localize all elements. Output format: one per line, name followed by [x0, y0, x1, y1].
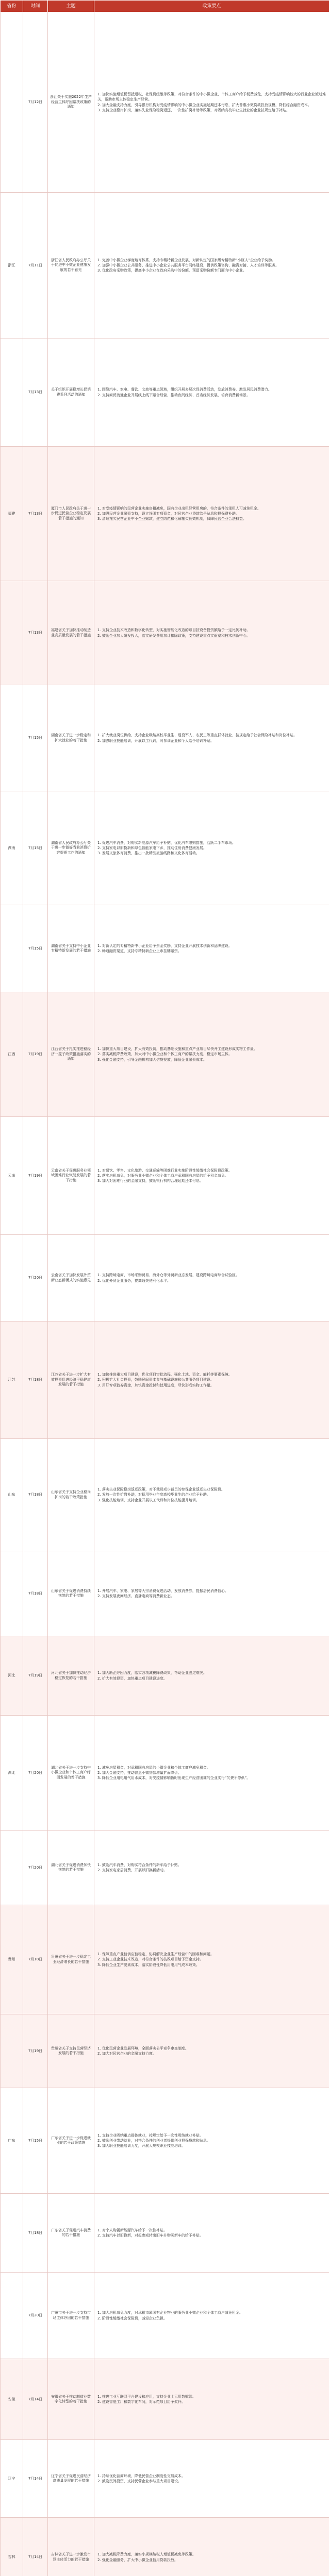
table-row [1, 2518, 329, 2576]
policy-point: 2. 支持工业企业技术改造，对符合条件的技改项目给予资金支持。 [97, 1957, 203, 1962]
row-time: 7月12日 [23, 12, 48, 193]
row-region [1, 1831, 23, 1905]
policy-point: 2. 加强中小微企业公共服务，推进中小企业公共服务平台网络建设，提供政策咨询、融资对接、人才培训等服务。 [97, 263, 279, 267]
policy-point: 2. 支持家电以旧换新和绿色智能家电下乡，推动住房消费健康发展。 [97, 845, 207, 850]
policy-point: 2. 鼓励创业带动就业，对符合条件的创业者提供创业担保贷款和贴息。 [97, 2138, 210, 2143]
table-row [1, 2194, 329, 2273]
policy-point: 3. 强化金融支持，引导金融机构加大信贷投放，降低企业融资成本。 [97, 1057, 207, 1062]
row-time: 7月18日 [23, 2194, 48, 2273]
row-title: 关于组织开展稳增长促消费系列活动的通知 [48, 338, 94, 447]
row-region [1, 1551, 23, 1636]
row-policy-points [94, 2194, 329, 2273]
row-region [1, 2014, 23, 2088]
policy-point: 1. 加快实施增值税留抵退税、社保费缓缴等政策，对符合条件的中小微企业、个体工商户给予税费减免，支持受疫情影响较大的行业企业渡过难关，帮助市场主体稳定生产经营。 [97, 92, 326, 102]
policy-point: 1. 加大减税降费力度，落实小规模纳税人增值税减免等政策。 [97, 2552, 196, 2557]
policy-point: 2. 加强民营企业融资支持，设立纾困专项资金，对民营企业贷款给予贴息和担保费补助。 [97, 511, 239, 516]
row-region: 安徽 [1, 2359, 23, 2440]
row-region [1, 12, 23, 193]
policy-point: 3. 加大对困难行业的金融支持，鼓励银行机构合理延期还本付息。 [97, 1179, 203, 1183]
table-row [1, 193, 329, 338]
policy-point: 1. 支持跨境电商、市场采购贸易、海外仓等外贸新业态发展，建设跨境电商综合试验区。 [97, 1273, 239, 1278]
row-policy-points [94, 1439, 329, 1551]
row-region: 浙江 [1, 193, 23, 338]
row-policy-points [94, 2440, 329, 2518]
row-region [1, 685, 23, 791]
row-title: 贵州省关于支持民营经济发展的若干措施 [48, 2014, 94, 2088]
row-title: 云南省关于促进服务业领域困难行业恢复发展的若干措施 [48, 1117, 94, 1235]
row-title: 广东省关于促进汽车消费的若干措施 [48, 2194, 94, 2273]
policy-point: 1. 围绕汽车、家电、餐饮、文旅等重点领域，组织开展多层次促消费活动，发放消费券，激发居民消费潜力。 [97, 387, 272, 392]
row-policy-points [94, 1321, 329, 1439]
table-row [1, 1551, 329, 1636]
table-row [1, 791, 329, 905]
policy-point: 1. 完善中小微企业梯度培育体系，支持专精特新企业发展，对新认定的国家级专精特新“小巨人”企业给予奖励。 [97, 258, 276, 262]
row-time: 7月19日 [23, 2014, 48, 2088]
row-title: 辽宁省关于促进民营经济高质量发展的若干措施 [48, 2440, 94, 2518]
policy-point: 3. 加大职业技能培训力度，开展大规模职业技能培训。 [97, 2144, 185, 2148]
row-policy-points [94, 905, 329, 992]
row-region [1, 2194, 23, 2273]
policy-point: 2. 扩大有效投资，加快重点项目建设进度。 [97, 1676, 167, 1681]
policy-point: 2. 积极扩大社会投资，鼓励民间资本参与基础设施和公共服务项目建设。 [97, 1378, 214, 1382]
row-title: 江苏省关于进一步扩大有效投资促进经济平稳健康发展的若干措施 [48, 1321, 94, 1439]
header-region: 省份 [1, 1, 23, 12]
table-header-row [1, 1, 329, 12]
policy-point: 1. 保障重点产业链供应链稳定，协调解决企业生产经营中的困难和问题。 [97, 1952, 214, 1957]
policy-point: 1. 支持企业吸纳重点群体就业，按规定给予一次性吸纳就业补贴。 [97, 2133, 203, 2138]
row-region [1, 581, 23, 685]
row-policy-points [94, 2014, 329, 2088]
policy-point: 2. 支持家电家居消费，开展以旧换新活动。 [97, 1868, 167, 1872]
row-time: 7月13日 [23, 447, 48, 581]
header-title: 主题 [48, 1, 94, 12]
table-row [1, 2440, 329, 2518]
policy-point: 1. 鼓励汽车消费，对购买符合条件的新车给予补贴。 [97, 1862, 182, 1867]
row-time: 7月14日 [23, 2440, 48, 2518]
row-title: 山东省关于支持企业稳岗扩岗的若干政策措施 [48, 1439, 94, 1551]
row-title: 河北省关于加快推动经济稳定恢复的若干措施 [48, 1636, 94, 1716]
policy-point: 1. 对餐饮、零售、文化旅游、交通运输等困难行业实施阶段性缓缴社会保险费政策。 [97, 1168, 232, 1173]
row-time: 7月18日 [23, 1905, 48, 2014]
policy-point: 2. 鼓励民间投资，支持民营企业参与重大项目建设。 [97, 2479, 182, 2483]
row-time: 7月15日 [23, 2088, 48, 2194]
policy-point: 1. 加快重大项目建设，扩大有效投资，推动基础设施和重点产业项目尽快开工建设形成实物工作量。 [97, 1047, 257, 1052]
row-policy-points [94, 193, 329, 338]
row-policy-points [94, 1117, 329, 1235]
row-region [1, 2273, 23, 2359]
row-region: 湖南 [1, 791, 23, 905]
policy-point: 3. 支持企业稳岗扩岗，落实失业保险稳岗返还、一次性扩岗补助等政策，对吸纳高校毕业生就业的企业按规定给予补贴。 [97, 108, 290, 112]
row-time: 7月14日 [23, 2359, 48, 2440]
policy-point: 2. 优化外贸企业服务，提高通关便利化水平。 [97, 1278, 171, 1283]
policy-point: 3. 强化技能培训，支持企业开展以工代训和岗位技能提升培训。 [97, 1498, 200, 1502]
row-title: 湖南省关于进一步稳定和扩大就业的若干措施 [48, 685, 94, 791]
row-region [1, 338, 23, 447]
row-region: 辽宁 [1, 2440, 23, 2518]
table-row [1, 685, 329, 791]
policy-point: 2. 畅通融资渠道，支持专精特新企业上市挂牌融资。 [97, 949, 182, 953]
row-region: 山东 [1, 1439, 23, 1551]
row-title: 山东省关于促进消费持续恢复的若干措施 [48, 1551, 94, 1636]
row-time: 7月13日 [23, 338, 48, 447]
policy-point: 1. 加大房租减免力度，对承租市属国有企业物业的服务业小微企业和个体工商户减免租金。 [97, 2311, 243, 2315]
row-time: 7月18日 [23, 1439, 48, 1551]
row-policy-points [94, 2088, 329, 2194]
policy-point: 1. 优化民营企业发展环境，全面落实公平竞争审查制度。 [97, 2046, 189, 2050]
policy-point: 1. 支持企业技术改造和数字化转型，对实施智能化改造的项目按设备投资额给予一定比例补助。 [97, 628, 250, 633]
table-row [1, 1636, 329, 1716]
row-time: 7月19日 [23, 1636, 48, 1716]
row-time: 7月11日 [23, 193, 48, 338]
policy-point: 3. 降低企业用电用气用水成本，对受疫情影响暂时出现生产经营困难的企业实行“欠费不停供”。 [97, 1776, 251, 1781]
row-title: 云南省关于加快发展外贸新业态新模式的实施意见 [48, 1235, 94, 1321]
table-row [1, 1321, 329, 1439]
row-policy-points [94, 1235, 329, 1321]
table-row [1, 992, 329, 1117]
row-title: 厦门市人民政府关于进一步促进民营企业稳定发展若干措施的通知 [48, 447, 94, 581]
header-time: 时间 [23, 1, 48, 12]
table-row [1, 338, 329, 447]
policy-point: 3. 用好专项债券资金，加快资金拨付和使用进度，尽快形成实物工作量。 [97, 1383, 214, 1387]
row-policy-points [94, 1905, 329, 2014]
policy-table-body [1, 12, 329, 2576]
row-region: 云南 [1, 1117, 23, 1235]
row-policy-points [94, 992, 329, 1117]
row-title: 安徽省关于推动制造业数字化转型的若干措施 [48, 2359, 94, 2440]
policy-point: 1. 加快推进重大项目建设，优化项目审批流程，强化土地、资金、能耗等要素保障。 [97, 1372, 232, 1377]
table-row [1, 2014, 329, 2088]
policy-point: 1. 对新认定的专精特新中小企业给予资金奖励，支持企业开展技术创新和品牌建设。 [97, 943, 232, 948]
row-policy-points [94, 581, 329, 685]
row-title: 湖南省关于支持中小企业专精特新发展的若干措施 [48, 905, 94, 992]
table-row [1, 2273, 329, 2359]
row-region [1, 1235, 23, 1321]
row-time: 7月15日 [23, 905, 48, 992]
row-region: 广东 [1, 2088, 23, 2194]
table-row [1, 1117, 329, 1235]
row-title: 福建省关于加快推动制造业高质量发展的若干措施 [48, 581, 94, 685]
row-policy-points [94, 2518, 329, 2576]
row-time: 7月20日 [23, 2273, 48, 2359]
row-policy-points [94, 2273, 329, 2359]
row-title: 湖南省人民政府办公厅关于进一步做好当前消费扩容提质工作的通知 [48, 791, 94, 905]
row-time: 7月18日 [23, 1321, 48, 1439]
row-time: 7月20日 [23, 1235, 48, 1321]
policy-point: 2. 支持发展夜间经济、直播电商等消费新业态。 [97, 1594, 174, 1598]
row-title: 浙江关于实施2022年生产经营主体纾困帮扶政策的通知 [48, 12, 94, 193]
table-row [1, 581, 329, 685]
row-title: 浙江省人民政府办公厅关于促进中小微企业健康发展的若干意见 [48, 193, 94, 338]
policy-point: 2. 支持汽车以旧换新，对报废或转出旧车并购买新车的给予补贴。 [97, 2233, 203, 2238]
row-region: 福建 [1, 447, 23, 581]
policy-point: 1. 加大助企纾困力度，落实各项减税降费政策，帮助企业渡过难关。 [97, 1671, 207, 1675]
row-time: 7月14日 [23, 2518, 48, 2576]
table-row [1, 12, 329, 193]
row-region [1, 905, 23, 992]
row-title: 广州市关于进一步支持市场主体纾困的若干措施 [48, 2273, 94, 2359]
row-policy-points [94, 447, 329, 581]
row-time: 7月15日 [23, 685, 48, 791]
row-policy-points [94, 12, 329, 193]
policy-point: 2. 落实房租减免，对服务业小微企业和个体工商户承租国有房屋的给予租金减免。 [97, 1173, 228, 1178]
row-title: 江西省关于扎实推进稳经济一揽子政策措施落实的通知 [48, 992, 94, 1117]
policy-point: 1. 持续优化营商环境，降低民营企业制度性交易成本。 [97, 2473, 185, 2478]
row-time: 7月15日 [23, 791, 48, 905]
policy-point: 3. 清理拖欠民营企业中小企业账款，建立防范和化解拖欠长效机制，保障民营企业合法权益。 [97, 517, 246, 521]
policy-point: 1. 促进汽车消费，对购买新能源汽车给予补贴，优化汽车限购措施，活跃二手车市场。 [97, 840, 236, 845]
table-row [1, 905, 329, 992]
policy-point: 2. 建设智能工厂和数字化车间，对示范项目给予奖补。 [97, 2400, 185, 2404]
row-title: 湖北省关于进一步支持中小微企业和个体工商户纾困发展的若干措施 [48, 1716, 94, 1831]
policy-point: 3. 优化政府采购政策，提高中小企业在政府采购中的份额，预留采购份额专门面向中小企业。 [97, 268, 246, 273]
policy-point: 3. 降低企业生产要素成本，落实阶段性降低用电用气成本政策。 [97, 1962, 200, 1967]
row-title: 湖北省关于促进消费加快恢复的若干措施 [48, 1831, 94, 1905]
table-row [1, 2088, 329, 2194]
row-policy-points [94, 1636, 329, 1716]
policy-point: 1. 推进工业互联网平台建设和应用，支持企业上云用数赋智。 [97, 2394, 196, 2399]
row-title: 贵州省关于进一步稳定工业经济增长的若干措施 [48, 1905, 94, 2014]
table-row [1, 1831, 329, 1905]
table-row [1, 1716, 329, 1831]
row-title: 广东省关于进一步促进就业的若干政策措施 [48, 2088, 94, 2194]
policy-point: 2. 加大金融支持，推动普惠小微贷款增量扩面降价。 [97, 1770, 182, 1775]
row-time: 7月19日 [23, 992, 48, 1117]
policy-point: 2. 加大金融支持力度，引导银行机构对受疫情影响的中小微企业实施延期还本付息，扩大普惠小微贷款投放规模，降低综合融资成本。 [97, 103, 311, 107]
policy-point: 2. 落实减税降费政策，加大对中小微企业和个体工商户的帮扶力度，稳定市场主体。 [97, 1052, 232, 1057]
policy-point: 2. 支持商贸流通企业开展线上线下融合经营，推动夜间经济、首店经济发展，培育消费新场景。 [97, 393, 250, 397]
policy-point: 1. 减免房屋租金，对承租国有房屋的小微企业和个体工商户减免租金。 [97, 1765, 210, 1770]
row-region: 贵州 [1, 1905, 23, 2014]
row-policy-points [94, 1831, 329, 1905]
policy-point: 1. 对受疫情影响的民营企业实施房租减免，国有企业出租经营用房的，符合条件的承租人可减免租金。 [97, 506, 261, 511]
table-row [1, 1235, 329, 1321]
row-region: 河北 [1, 1636, 23, 1716]
policy-point: 2. 强化金融服务，扩大中小微企业信用贷款投放。 [97, 2557, 178, 2562]
row-region: 江西 [1, 992, 23, 1117]
header-points: 政策要点 [94, 1, 329, 12]
table-row [1, 1439, 329, 1551]
policy-point: 3. 发展文旅体育消费，推出一批精品旅游线路和文化体育活动。 [97, 851, 200, 856]
policy-point: 2. 阶段性缓缴社会保险费，减轻企业负担。 [97, 2316, 167, 2320]
policy-point: 2. 发放一次性扩岗补助，对招用毕业年度高校毕业生的企业给予补助。 [97, 1493, 210, 1497]
row-time: 7月19日 [23, 1117, 48, 1235]
row-time: 7月20日 [23, 1831, 48, 1905]
row-policy-points [94, 338, 329, 447]
row-region: 湖北 [1, 1716, 23, 1831]
policy-point: 2. 加大对民营企业的金融支持力度。 [97, 2052, 156, 2056]
row-time: 7月13日 [23, 581, 48, 685]
table-row [1, 447, 329, 581]
row-time: 7月18日 [23, 1551, 48, 1636]
row-policy-points [94, 1716, 329, 1831]
row-policy-points [94, 1551, 329, 1636]
row-policy-points [94, 2359, 329, 2440]
row-title: 吉林省关于进一步激发市场主体活力的若干措施 [48, 2518, 94, 2576]
row-region: 江苏 [1, 1321, 23, 1439]
row-region: 吉林 [1, 2518, 23, 2576]
row-policy-points [94, 685, 329, 791]
policy-point: 2. 鼓励企业加大研发投入，落实研发费用加计扣除政策，支持建设重点实验室和技术创新中心。 [97, 633, 250, 638]
policy-point: 1. 开展汽车、家电、家居等大宗消费促进活动，发放消费券，提振居民消费信心。 [97, 1588, 228, 1593]
policy-point: 1. 对个人购置新能源汽车给予一次性补贴。 [97, 2228, 167, 2232]
policy-point: 1. 落实失业保险稳岗返还政策，对不裁员或少裁员的参保企业返还失业保险费。 [97, 1487, 225, 1492]
table-row [1, 2359, 329, 2440]
policy-point: 2. 加强职业技能培训，开展以工代训，对参训企业和个人给予培训补贴。 [97, 738, 214, 743]
row-time: 7月20日 [23, 1716, 48, 1831]
table-row [1, 1905, 329, 2014]
policy-point: 1. 扩大就业岗位供给，支持企业吸纳高校毕业生、退役军人、农民工等重点群体就业，按规定给予社会保险补贴和岗位补贴。 [97, 733, 297, 738]
row-policy-points [94, 791, 329, 905]
